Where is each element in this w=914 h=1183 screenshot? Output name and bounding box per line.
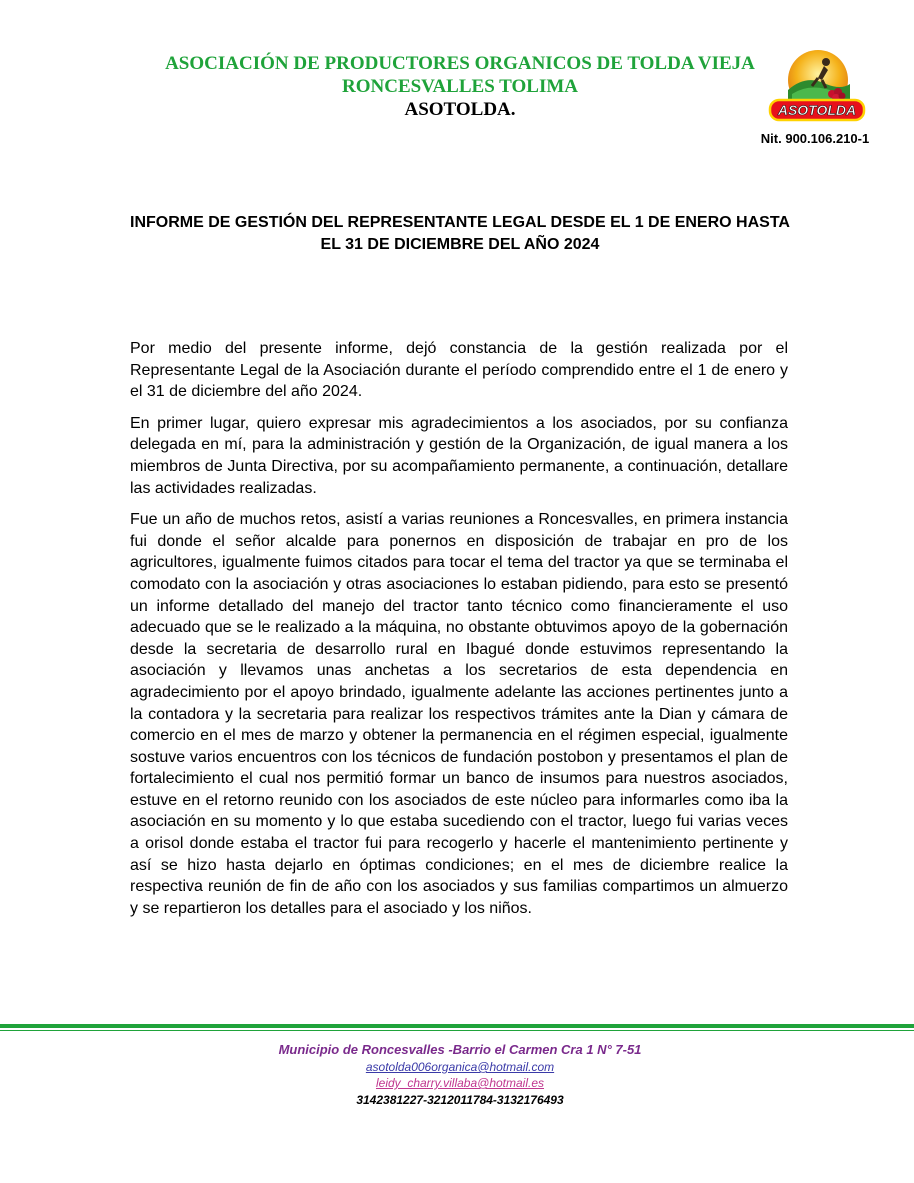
organization-short-name: ASOTOLDA.	[404, 99, 516, 120]
paragraph-activities: Fue un año de muchos retos, asistí a varias reuniones a Roncesvalles, en primera instancia fui donde el señor alcalde para ponernos en disposición de trabajar en pro de los agricultores, igualmente fuimos citados para tocar el tema del tractor ya que se terminaba el comodato con la asociación y otras asociaciones lo estaban pidiendo, para esto se presentó un informe detallado del manejo del tractor tanto técnico como financieramente el uso adecuado que se le realizado a la máquina, no obstante obtuvimos apoyo de la gobernación desde la secretaria de desarrollo rural en Ibagué donde estuvimos representando la asociación y llevamos unas anchetas a los secretarios de esta dependencia en agradecimiento por el apoyo brindado, igualmente adelante las acciones pertinentes junto a la contadora y la secretaria para realizar los respectivos trámites ante la Dian y cámara de comercio en el mes de marzo y obtener la permanencia en el régimen especial, igualmente sostuve varios encuentros con los técnicos de fundación postobon y presentamos el plan de fortalecimiento el cual nos permitió formar un banco de insumos para nuestros asociados, estuve en el retorno reunido con los asociados de este núcleo para informarles como iba la asociación en su momento y lo que estaba sucediendo con el tractor, luego fui varias veces a orisol donde estaba el tractor fui para recogerlo y hacerle el mantenimiento pertinente y así se hizo hasta dejarlo en óptimas condiciones; en el mes de diciembre realice la respectiva reunión de fin de año con los asociados y sus familias compartimos un almuerzo y se repartieron los detalles para el asociado y los niños.	[130, 511, 788, 917]
asotolda-logo	[766, 44, 868, 124]
paragraph-introduction: Por medio del presente informe, dejó constancia de la gestión realizada por el Representante Legal de la Asociación durante el período comprendido entre el 1 de enero y el 31 de diciembre del año 2024.	[130, 340, 788, 401]
svg-text:ASOTOLDA: ASOTOLDA	[777, 102, 857, 118]
organization-name-line2: RONCESVALLES TOLIMA	[342, 76, 578, 97]
footer	[200, 1041, 720, 1109]
footer-email-link-1[interactable]: asotolda006organica@hotmail.com	[365, 1060, 555, 1074]
report-body	[130, 338, 788, 929]
nit-number: Nit. 900.106.210-1	[760, 131, 870, 146]
footer-address: Municipio de Roncesvalles -Barrio el Carmen Cra 1 N° 7-51	[278, 1042, 642, 1057]
footer-divider-thin	[0, 1030, 914, 1031]
organization-header	[120, 52, 800, 121]
footer-phone-numbers: 3142381227-3212011784-3132176493	[356, 1093, 564, 1107]
footer-email-link-2[interactable]: leidy_charry.villaba@hotmail.es	[375, 1076, 545, 1090]
report-title: INFORME DE GESTIÓN DEL REPRESENTANTE LEGAL DESDE EL 1 DE ENERO HASTA EL 31 DE DICIEMBRE DEL AÑO 2024	[130, 214, 790, 253]
paragraph-acknowledgements: En primer lugar, quiero expresar mis agradecimientos a los asociados, por su confianza delegada en mí, para la administración y gestión de la Organización, de igual manera a los miembros de Junta Directiva, por su acompañamiento permanente, a continuación, detallare las actividades realizadas.	[130, 414, 788, 497]
footer-divider	[0, 1024, 914, 1028]
organization-name-line1: ASOCIACIÓN DE PRODUCTORES ORGANICOS DE TOLDA VIEJA	[165, 53, 755, 74]
